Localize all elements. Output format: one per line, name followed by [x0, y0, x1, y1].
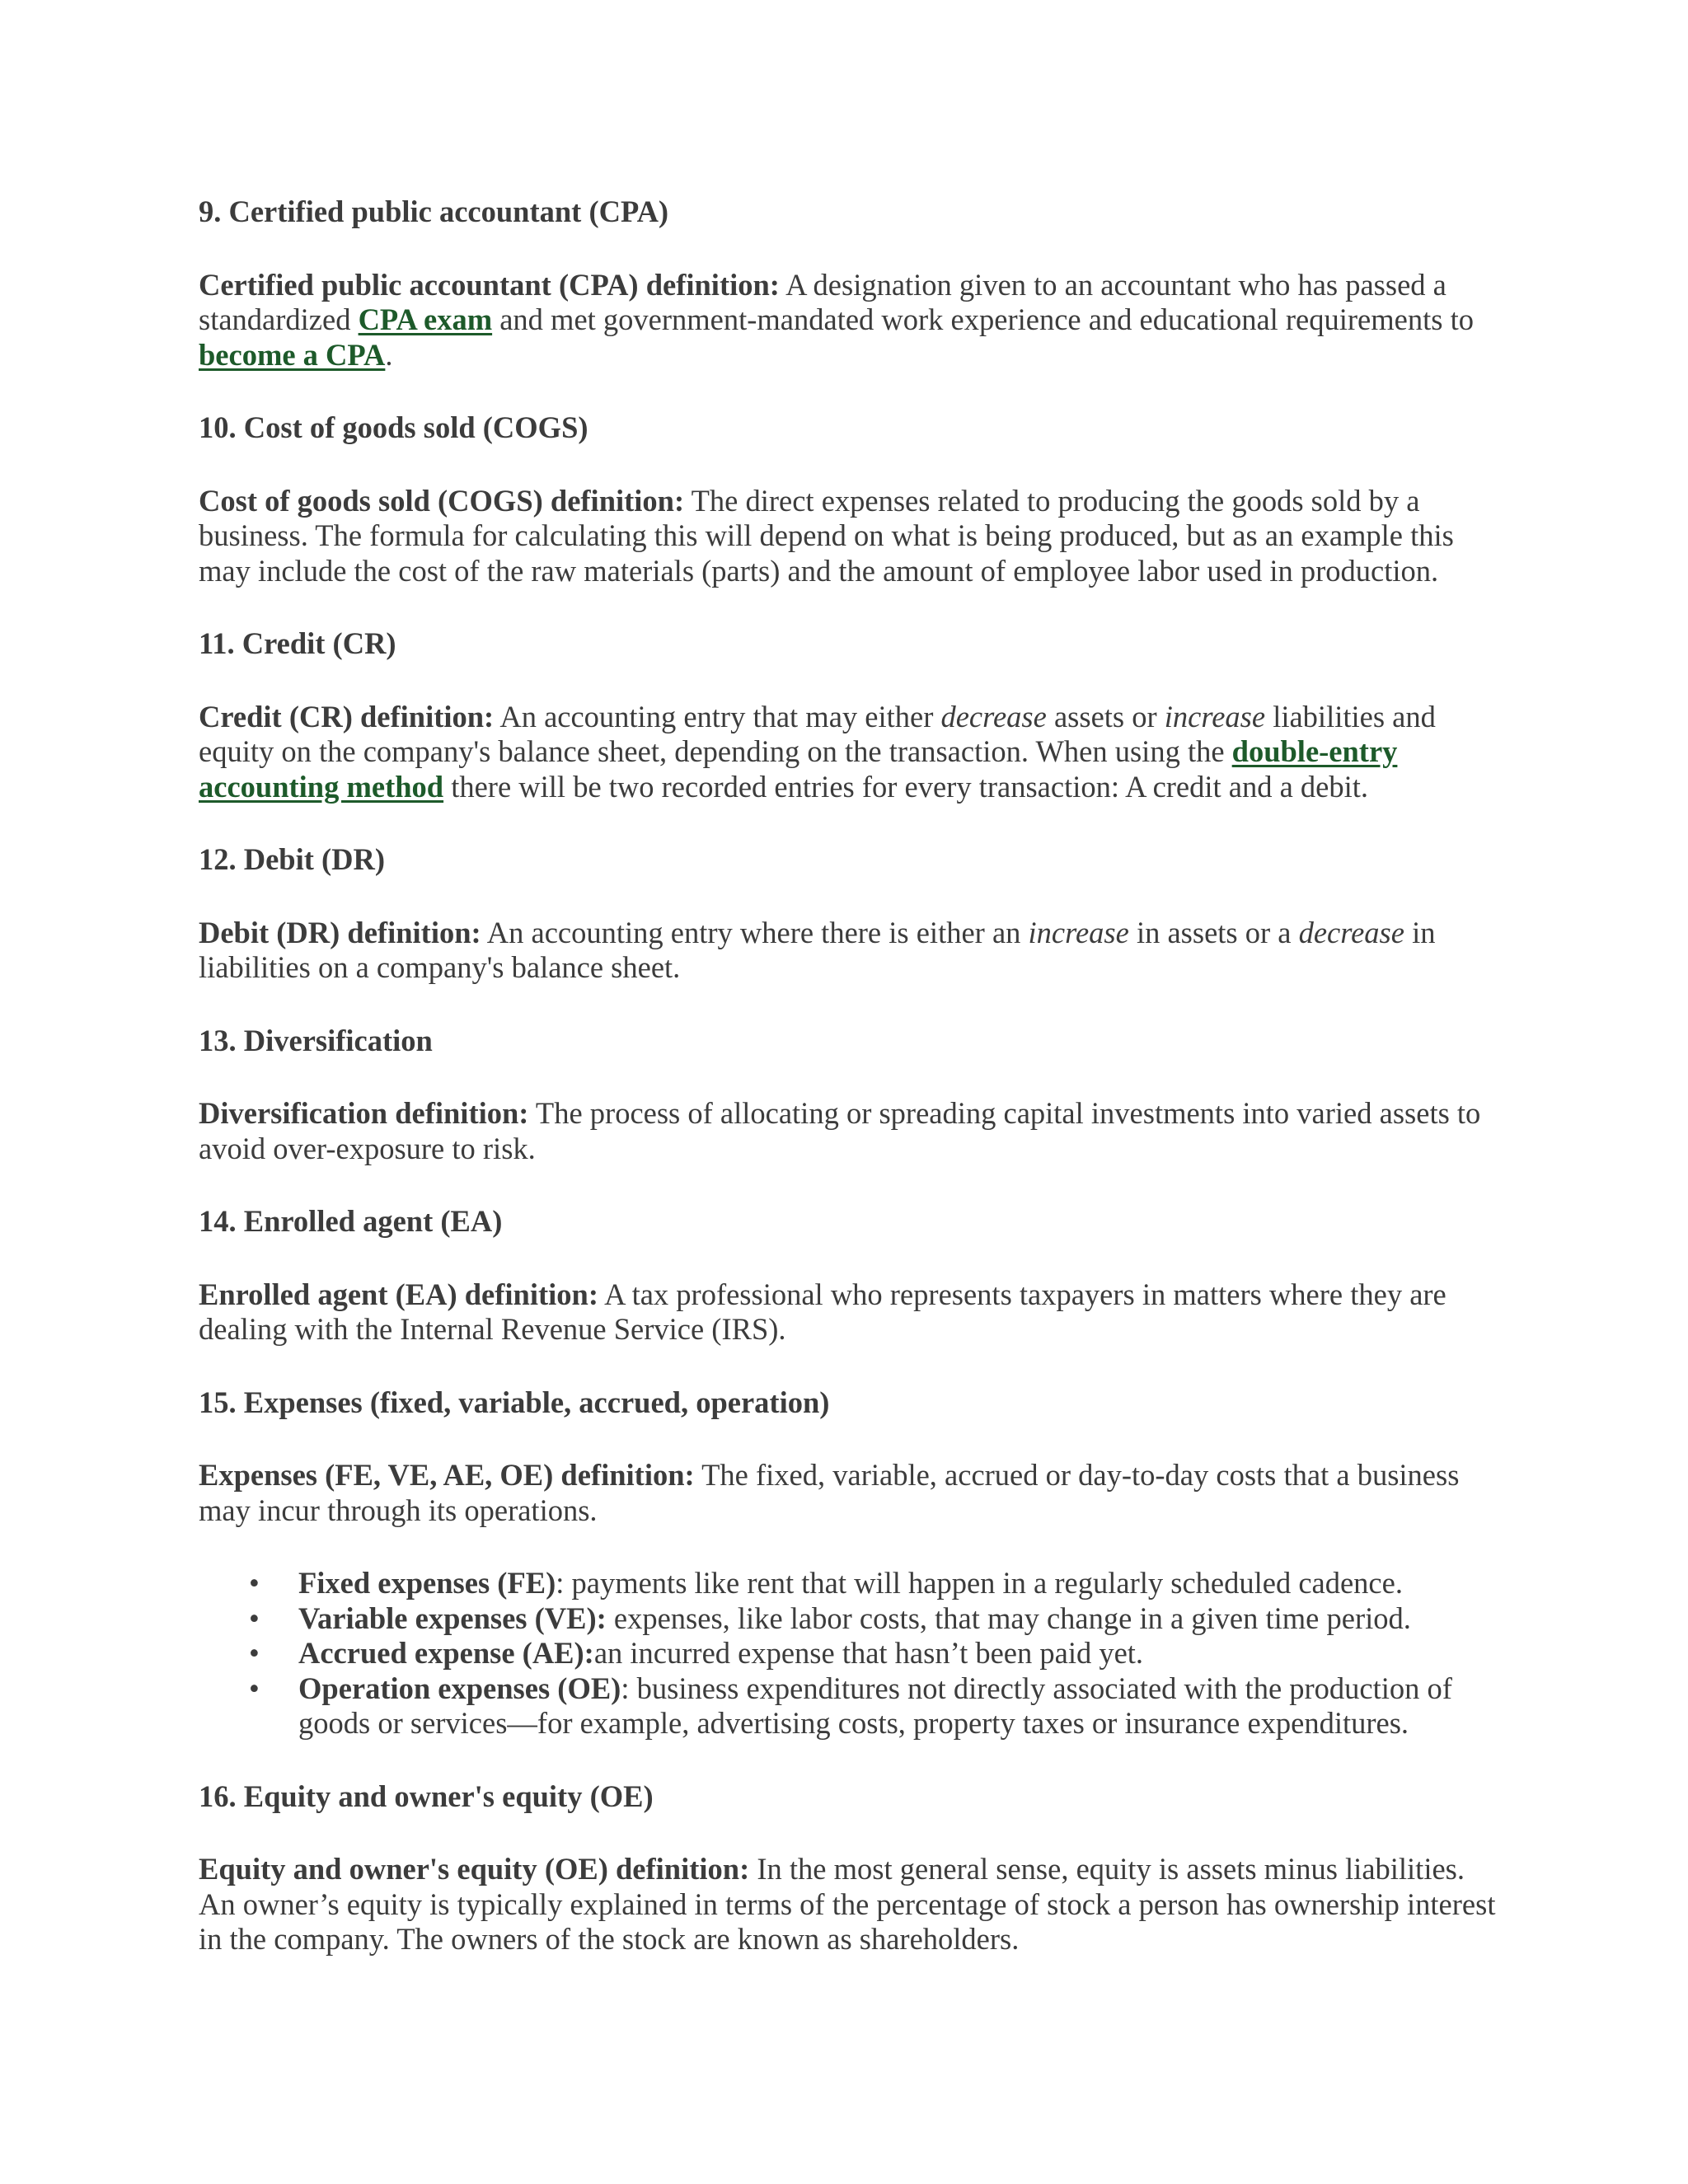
definition-text: An accounting entry that may either	[494, 699, 941, 733]
term-enrolled-agent: Enrolled agent (EA) definition:	[199, 1277, 598, 1311]
bullet-icon: •	[249, 1566, 260, 1600]
section-heading-enrolled-agent: 14. Enrolled agent (EA)	[199, 1204, 503, 1238]
definition-text: The fixed, variable, accrued or day-to-day costs that a business may incur through its operations.	[199, 1458, 1460, 1527]
emphasis-text: decrease	[1298, 915, 1404, 949]
term-diversification: Diversification definition:	[199, 1096, 529, 1130]
definition-text: in liabilities on a company's balance sheet.	[199, 915, 1436, 984]
double-entry-accounting-link[interactable]: double-entry accounting method	[199, 734, 1398, 804]
definition-text: The direct expenses related to producing the goods sold by a business. The formula for calculating this will depend on what is being produced, but as an example this may include the cost of the raw materials (parts) and the amount of employee labor used in production.	[199, 483, 1454, 588]
section-heading-expenses: 15. Expenses (fixed, variable, accrued, operation)	[199, 1385, 830, 1419]
list-item-text: an incurred expense that hasn’t been paid yet.	[593, 1636, 1144, 1670]
definition-text: An accounting entry where there is either an	[481, 915, 1029, 949]
emphasis-text: increase	[1028, 915, 1129, 949]
list-item-term: Operation expenses (OE)	[298, 1671, 621, 1705]
expenses-list	[199, 1566, 1501, 1741]
list-item-term: Accrued expense (AE):	[298, 1636, 594, 1670]
definition-enrolled-agent	[199, 1277, 1501, 1347]
definition-text: The process of allocating or spreading capital investments into varied assets to avoid over-exposure to risk.	[199, 1096, 1481, 1165]
definition-text: A tax professional who represents taxpayers in matters where they are dealing with the Internal Revenue Service (IRS).	[199, 1277, 1447, 1346]
definition-text: In the most general sense, equity is assets minus liabilities. An owner’s equity is typically explained in terms of the percentage of stock a person has ownership interest in the company. The owners of the stock are known as shareholders.	[199, 1852, 1496, 1956]
section-heading-diversification: 13. Diversification	[199, 1023, 433, 1057]
definition-text: liabilities and equity on the company's balance sheet, depending on the transaction. When using the	[199, 699, 1436, 768]
list-item-term: Variable expenses (VE):	[298, 1601, 607, 1635]
list-item	[249, 1601, 1501, 1637]
section-heading-credit: 11. Credit (CR)	[199, 626, 396, 660]
cpa-exam-link[interactable]: CPA exam	[358, 302, 493, 336]
section-heading-cpa: 9. Certified public accountant (CPA)	[199, 194, 669, 228]
section-heading-cogs: 10. Cost of goods sold (COGS)	[199, 410, 588, 444]
document-page	[199, 194, 1501, 1995]
bullet-icon: •	[249, 1671, 260, 1705]
term-credit: Credit (CR) definition:	[199, 699, 495, 733]
section-heading-debit: 12. Debit (DR)	[199, 842, 386, 876]
definition-text: .	[385, 337, 393, 372]
section-heading-equity: 16. Equity and owner's equity (OE)	[199, 1779, 654, 1813]
term-debit: Debit (DR) definition:	[199, 915, 481, 949]
list-item	[249, 1636, 1501, 1671]
definition-cpa	[199, 268, 1501, 373]
list-item	[249, 1671, 1501, 1741]
list-item-term: Fixed expenses (FE)	[298, 1566, 556, 1600]
definition-debit	[199, 916, 1501, 986]
list-item-text: : business expenditures not directly associated with the production of goods or services—for example, advertising costs, property taxes or insurance expenditures.	[298, 1671, 1452, 1740]
term-cpa: Certified public accountant (CPA) definition:	[199, 267, 780, 302]
list-item-text: : payments like rent that will happen in a regularly scheduled cadence.	[556, 1566, 1403, 1600]
definition-credit	[199, 700, 1501, 805]
definition-text: assets or	[1046, 699, 1165, 733]
definition-text: and met government-mandated work experience and educational requirements to	[492, 302, 1474, 336]
bullet-icon: •	[249, 1636, 260, 1670]
definition-text: there will be two recorded entries for every transaction: A credit and a debit.	[443, 769, 1369, 804]
bullet-icon: •	[249, 1601, 260, 1635]
term-expenses: Expenses (FE, VE, AE, OE) definition:	[199, 1458, 695, 1492]
term-cogs: Cost of goods sold (COGS) definition:	[199, 483, 685, 518]
list-item	[249, 1566, 1501, 1601]
definition-equity	[199, 1852, 1501, 1957]
emphasis-text: increase	[1164, 699, 1266, 733]
term-equity: Equity and owner's equity (OE) definition:	[199, 1852, 750, 1886]
definition-diversification	[199, 1096, 1501, 1166]
definition-text: in assets or a	[1128, 915, 1299, 949]
definition-text: A designation given to an accountant who has passed a standardized	[199, 267, 1447, 336]
emphasis-text: decrease	[940, 699, 1047, 733]
definition-expenses	[199, 1458, 1501, 1528]
list-item-text: expenses, like labor costs, that may change in a given time period.	[606, 1601, 1411, 1635]
become-a-cpa-link[interactable]: become a CPA	[199, 337, 386, 372]
definition-cogs	[199, 484, 1501, 589]
